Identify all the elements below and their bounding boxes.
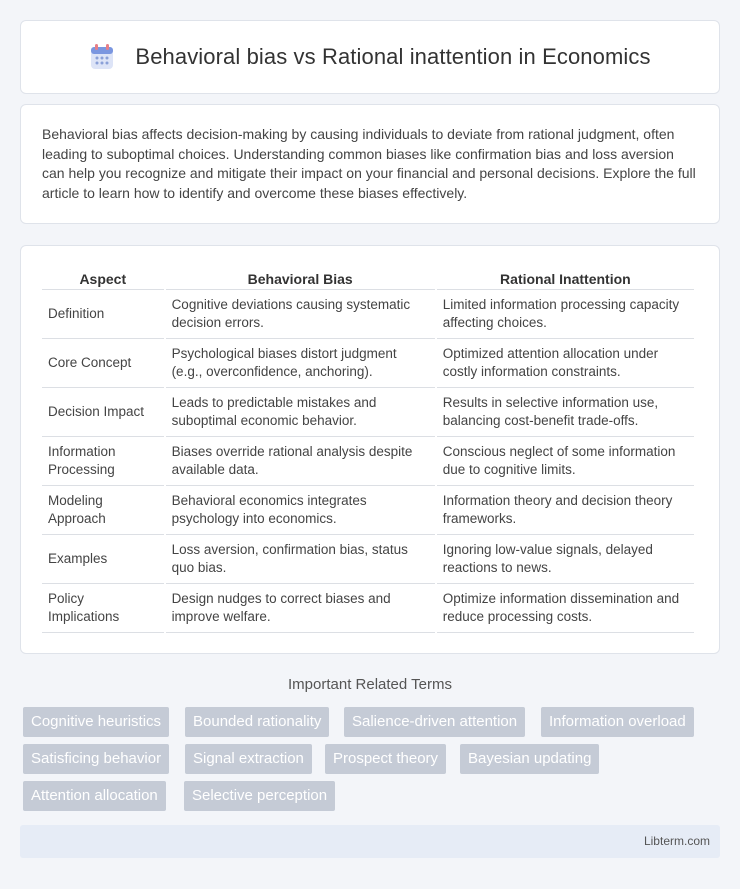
header-aspect: Aspect [42,266,164,290]
related-term-tag[interactable]: Satisficing behavior [23,744,169,774]
footer [20,825,720,858]
table-row [42,584,694,633]
related-term-tag[interactable]: Attention allocation [23,781,166,811]
row-rational-inattention: Optimized attention allocation under costly information constraints. [437,339,694,388]
related-term-tag[interactable]: Cognitive heuristics [23,707,169,737]
row-rational-inattention: Conscious neglect of some information due to cognitive limits. [437,437,694,486]
row-aspect: Information Processing [42,437,164,486]
row-aspect: Core Concept [42,339,164,388]
related-term-tag[interactable]: Prospect theory [325,744,446,774]
row-behavioral-bias: Biases override rational analysis despite available data. [166,437,435,486]
row-aspect: Policy Implications [42,584,164,633]
row-behavioral-bias: Psychological biases distort judgment (e.g., overconfidence, anchoring). [166,339,435,388]
intro-text: Behavioral bias affects decision-making by causing individuals to deviate from rational judgment, often leading to suboptimal choices. Understanding common biases like confirmation bias and loss aversion can help you recognize and mitigate their impact on your financial and personal decisions. Explore the full article to learn how to identify and overcome these biases effectively. [42,126,696,201]
row-rational-inattention: Ignoring low-value signals, delayed reactions to news. [437,535,694,584]
related-term-tag[interactable]: Bounded rationality [185,707,329,737]
table-row [42,388,694,437]
table-row [42,339,694,388]
table-row [42,486,694,535]
table-header-row [42,266,694,290]
comparison-card [20,245,720,654]
intro-card [20,104,720,224]
comparison-table [40,266,696,633]
related-terms-title: Important Related Terms [288,676,452,693]
row-rational-inattention: Results in selective information use, balancing cost-benefit trade-offs. [437,388,694,437]
header-behavioral-bias: Behavioral Bias [166,266,435,290]
footer-site-link[interactable]: Libterm.com [643,834,710,848]
row-aspect: Definition [42,290,164,339]
calendar-icon [89,44,115,70]
row-rational-inattention: Information theory and decision theory frameworks. [437,486,694,535]
row-behavioral-bias: Design nudges to correct biases and improve welfare. [166,584,435,633]
table-row [42,535,694,584]
row-behavioral-bias: Loss aversion, confirmation bias, status quo bias. [166,535,435,584]
table-row [42,290,694,339]
related-term-tag[interactable]: Selective perception [184,781,335,811]
row-rational-inattention: Optimize information dissemination and reduce processing costs. [437,584,694,633]
row-rational-inattention: Limited information processing capacity affecting choices. [437,290,694,339]
page-title: Behavioral bias vs Rational inattention in Economics [135,44,651,69]
related-term-tag[interactable]: Salience-driven attention [344,707,525,737]
related-term-tag[interactable]: Bayesian updating [460,744,599,774]
row-behavioral-bias: Behavioral economics integrates psychology into economics. [166,486,435,535]
header-rational-inattention: Rational Inattention [437,266,694,290]
row-behavioral-bias: Cognitive deviations causing systematic decision errors. [166,290,435,339]
row-aspect: Modeling Approach [42,486,164,535]
related-term-tag[interactable]: Signal extraction [185,744,312,774]
header-card [20,20,720,94]
row-aspect: Decision Impact [42,388,164,437]
row-behavioral-bias: Leads to predictable mistakes and suboptimal economic behavior. [166,388,435,437]
table-row [42,437,694,486]
row-aspect: Examples [42,535,164,584]
related-term-tag[interactable]: Information overload [541,707,694,737]
